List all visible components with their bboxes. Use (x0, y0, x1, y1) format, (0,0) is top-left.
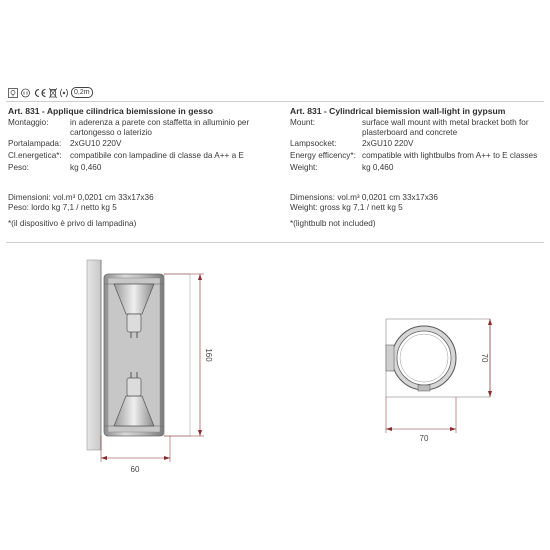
english-value-lampsocket: 2xGU10 220V (362, 139, 414, 148)
light-bulb-frame-icon (8, 88, 18, 98)
lamp-cylinder-top-view (386, 326, 456, 391)
bracket-outline (164, 274, 190, 436)
italian-packing-weight: Peso: lordo kg 7,1 / netto kg 5 (8, 203, 117, 212)
height-dimension (164, 274, 213, 436)
top-height-dimension (480, 319, 492, 397)
english-dimensions: Dimensions: vol.m³ 0,0201 cm 33x17x36 (290, 193, 438, 202)
certification-icons (8, 87, 93, 98)
side-view-drawing (80, 250, 300, 480)
english-value-weight: kg 0,460 (362, 163, 394, 172)
italian-value-mount: in aderenza a parete con staffetta in alluminio per (70, 118, 250, 127)
english-packing-weight: Weight: gross kg 7,1 / nett kg 5 (290, 203, 403, 212)
italian-title: Art. 831 - Applique cilindrica biemissione in gesso (8, 106, 214, 116)
height-dimension-label: 160 (204, 348, 213, 362)
ip20-icon (59, 88, 69, 98)
distance-0-2m-icon (71, 87, 93, 98)
depth-dimension (101, 436, 170, 474)
english-label-energy: Energy efficency*: (290, 151, 356, 160)
english-value-mount-2: plasterboard and concrete (362, 128, 458, 137)
depth-dimension-label: 60 (130, 465, 140, 474)
top-height-dimension-label: 70 (480, 353, 489, 363)
italian-value-weight: kg 0,460 (70, 163, 102, 172)
mains-plug-icon (20, 88, 31, 98)
english-label-mount: Mount: (290, 118, 316, 127)
italian-label-lampholder: Portalampada: (8, 139, 62, 148)
italian-label-weight: Peso: (8, 163, 29, 172)
english-label-weight: Weight: (290, 163, 318, 172)
italian-dimensions: Dimensioni: vol.m³ 0,0201 cm 33x17x36 (8, 193, 154, 202)
italian-label-mount: Montaggio: (8, 118, 49, 127)
italian-label-energy: Cl.energetica*: (8, 151, 62, 160)
italian-value-mount-2: cartongesso o laterizio (70, 128, 152, 137)
top-rule (6, 101, 544, 102)
english-value-mount: surface wall mount with metal bracket both for (362, 118, 529, 127)
italian-note: *(il dispositivo è privo di lampadina) (8, 219, 137, 228)
english-label-lampsocket: Lampsocket: (290, 139, 337, 148)
italian-value-energy: compatibile con lampadine di classe da A++ a E (70, 151, 244, 160)
bottom-rule (6, 242, 544, 243)
distance-0-2m-label: 0,2m (74, 89, 90, 96)
top-width-dimension-label: 70 (419, 434, 429, 443)
english-title: Art. 831 - Cylindrical biemission wall-light in gypsum (290, 106, 506, 116)
top-view-drawing (372, 305, 522, 445)
wall-section (87, 260, 101, 450)
top-width-dimension (386, 397, 456, 443)
english-value-energy: compatible with lightbulbs from A++ to E classes (362, 151, 538, 160)
recycle-bin-icon (49, 88, 57, 98)
italian-value-lampholder: 2xGU10 220V (70, 139, 122, 148)
ce-mark-icon (33, 88, 47, 98)
english-note: *(lightbulb not included) (290, 219, 376, 228)
